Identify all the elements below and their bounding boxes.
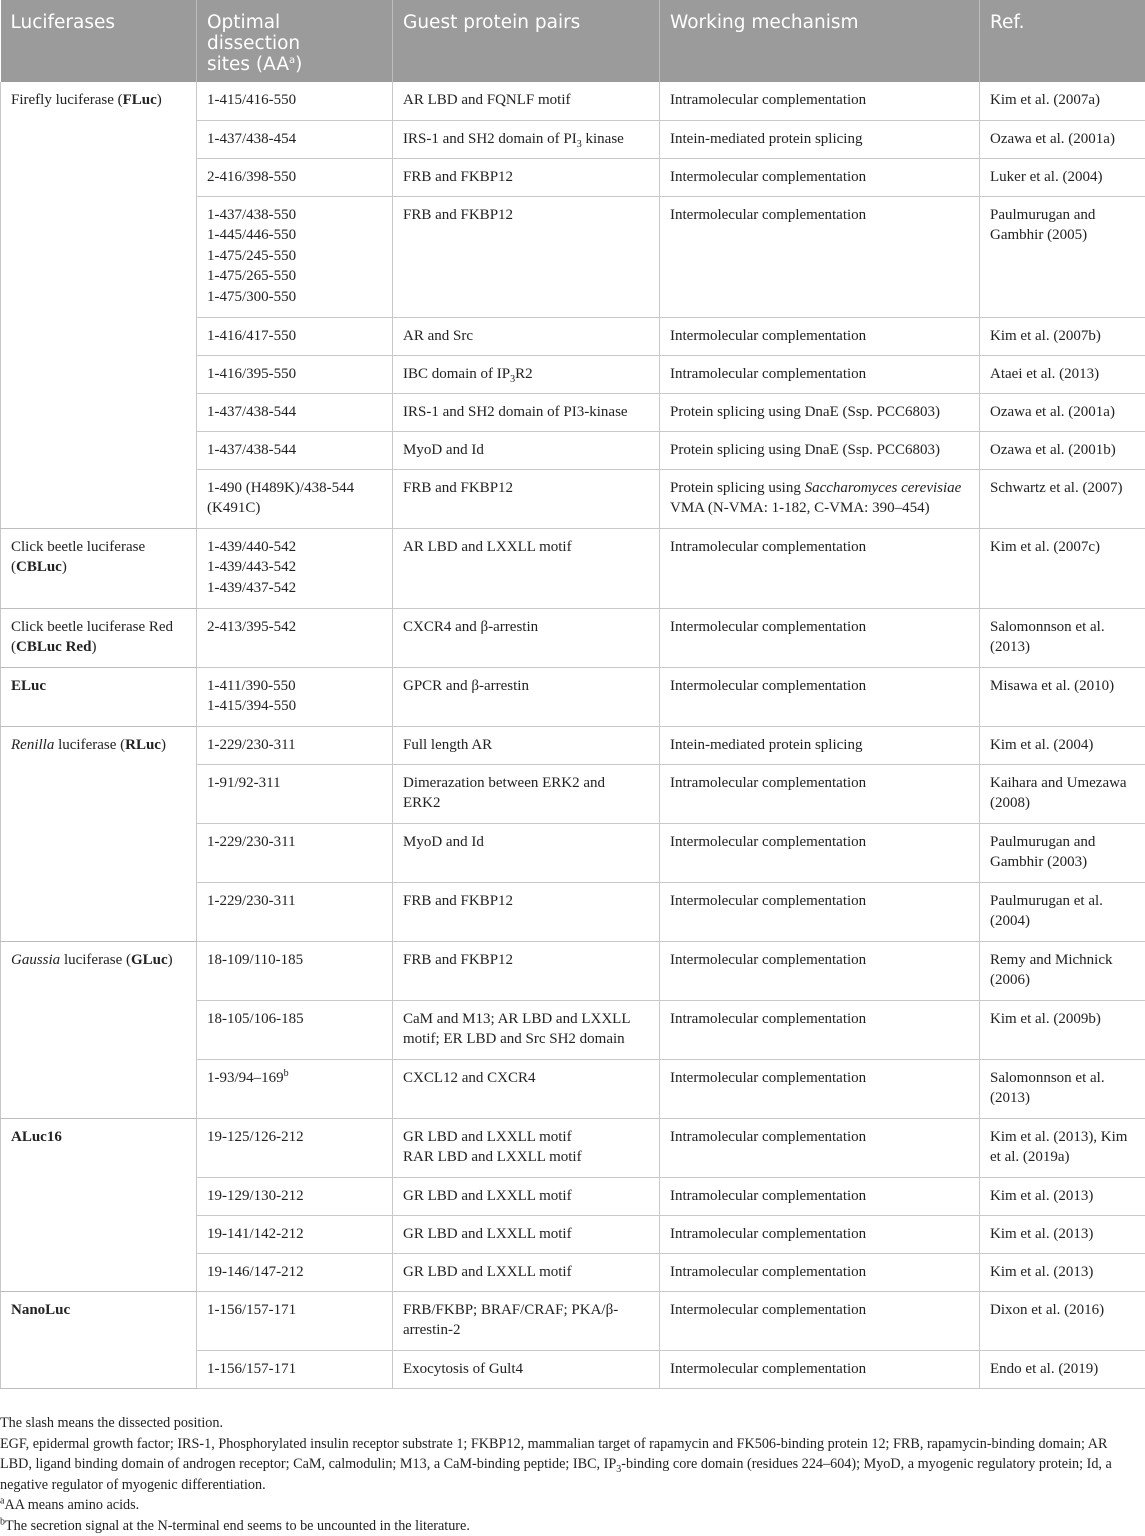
sites-cell: 1-439/440-542 1-439/443-542 1-439/437-542 — [197, 528, 393, 608]
ref-cell: Kim et al. (2013) — [980, 1253, 1145, 1291]
mechanism-cell: Intermolecular complementation — [660, 667, 980, 726]
luciferase-name: Gaussia luciferase (GLuc) — [1, 941, 197, 1118]
footnote-a: $^a$AA means amino acids. — [0, 1495, 140, 1513]
sites-cell: 19-129/130-212 — [197, 1177, 393, 1215]
ref-cell: Dixon et al. (2016) — [980, 1291, 1145, 1350]
pairs-cell: MyoD and Id — [393, 431, 660, 469]
sites-cell: 19-146/147-212 — [197, 1253, 393, 1291]
ref-cell: Misawa et al. (2010) — [980, 667, 1145, 726]
sites-cell: 1-490 (H489K)/438-544 (K491C) — [197, 469, 393, 528]
mechanism-cell: Intein-mediated protein splicing — [660, 726, 980, 764]
mechanism-cell: Intramolecular complementation — [660, 82, 980, 120]
ref-cell: Ozawa et al. (2001a) — [980, 393, 1145, 431]
table-row — [1, 82, 1145, 120]
sites-cell: 1-93/94–169$^b$ — [197, 1059, 393, 1118]
header-pairs: Guest protein pairs — [393, 0, 660, 82]
ref-cell: Salomonnson et al. (2013) — [980, 608, 1145, 667]
mechanism-cell: Intein-mediated protein splicing — [660, 120, 980, 158]
pairs-cell: Full length AR — [393, 726, 660, 764]
sites-cell: 1-229/230-311 — [197, 882, 393, 941]
sites-cell: 1-416/417-550 — [197, 317, 393, 355]
ref-cell: Kim et al. (2013) — [980, 1177, 1145, 1215]
ref-cell: Salomonnson et al. (2013) — [980, 1059, 1145, 1118]
pairs-cell: AR LBD and FQNLF motif — [393, 82, 660, 120]
mechanism-cell: Intramolecular complementation — [660, 1177, 980, 1215]
header-row — [1, 0, 1145, 82]
header-mechanism: Working mechanism — [660, 0, 980, 82]
pairs-cell: MyoD and Id — [393, 823, 660, 882]
ref-cell: Paulmurugan and Gambhir (2003) — [980, 823, 1145, 882]
ref-cell: Kim et al. (2013), Kim et al. (2019a) — [980, 1118, 1145, 1177]
sites-cell: 1-411/390-550 1-415/394-550 — [197, 667, 393, 726]
pairs-cell: GR LBD and LXXLL motif RAR LBD and LXXLL motif — [393, 1118, 660, 1177]
sites-cell: 19-125/126-212 — [197, 1118, 393, 1177]
pairs-cell: CXCR4 and β-arrestin — [393, 608, 660, 667]
mechanism-cell: Intermolecular complementation — [660, 608, 980, 667]
ref-cell: Ozawa et al. (2001b) — [980, 431, 1145, 469]
mechanism-cell: Intermolecular complementation — [660, 823, 980, 882]
header-ref: Ref. — [980, 0, 1145, 82]
mechanism-cell: Intramolecular complementation — [660, 528, 980, 608]
table-row — [1, 667, 1145, 726]
mechanism-cell: Intermolecular complementation — [660, 1350, 980, 1388]
mechanism-cell: Intramolecular complementation — [660, 1215, 980, 1253]
sites-cell: 1-415/416-550 — [197, 82, 393, 120]
sites-cell: 1-229/230-311 — [197, 823, 393, 882]
ref-cell: Kaihara and Umezawa (2008) — [980, 764, 1145, 823]
mechanism-cell: Protein splicing using DnaE (Ssp. PCC6803) — [660, 393, 980, 431]
table-footnotes — [0, 1413, 1135, 1536]
ref-cell: Kim et al. (2009b) — [980, 1000, 1145, 1059]
mechanism-cell: Intermolecular complementation — [660, 196, 980, 317]
pairs-cell: AR and Src — [393, 317, 660, 355]
table-row — [1, 1291, 1145, 1350]
mechanism-cell: Intramolecular complementation — [660, 1118, 980, 1177]
table-row — [1, 1118, 1145, 1177]
footnote-b: $^b$The secretion signal at the N-terminal end seems to be uncounted in the literature. — [0, 1515, 470, 1534]
mechanism-cell: Protein splicing using Saccharomyces cerevisiae VMA (N-VMA: 1-182, C-VMA: 390–454) — [660, 469, 980, 528]
sites-cell: 1-229/230-311 — [197, 726, 393, 764]
ref-cell: Kim et al. (2013) — [980, 1215, 1145, 1253]
pairs-cell: FRB and FKBP12 — [393, 941, 660, 1000]
luciferase-name: NanoLuc — [1, 1291, 197, 1388]
ref-cell: Luker et al. (2004) — [980, 158, 1145, 196]
pairs-cell: CXCL12 and CXCR4 — [393, 1059, 660, 1118]
pairs-cell: GR LBD and LXXLL motif — [393, 1253, 660, 1291]
table-row — [1, 726, 1145, 764]
ref-cell: Kim et al. (2007c) — [980, 528, 1145, 608]
pairs-cell: Dimerazation between ERK2 and ERK2 — [393, 764, 660, 823]
footnote-slash: The slash means the dissected position. — [0, 1415, 224, 1431]
luciferase-name: ELuc — [1, 667, 197, 726]
ref-cell: Remy and Michnick (2006) — [980, 941, 1145, 1000]
sites-cell: 1-156/157-171 — [197, 1291, 393, 1350]
ref-cell: Schwartz et al. (2007) — [980, 469, 1145, 528]
mechanism-cell: Intermolecular complementation — [660, 882, 980, 941]
pairs-cell: IRS-1 and SH2 domain of PI3-kinase — [393, 393, 660, 431]
ref-cell: Paulmurugan and Gambhir (2005) — [980, 196, 1145, 317]
sites-cell: 18-105/106-185 — [197, 1000, 393, 1059]
pairs-cell: FRB and FKBP12 — [393, 469, 660, 528]
sites-cell: 1-437/438-544 — [197, 393, 393, 431]
luciferase-name: Click beetle luciferase (CBLuc) — [1, 528, 197, 608]
table-row — [1, 608, 1145, 667]
mechanism-cell: Intramolecular complementation — [660, 1000, 980, 1059]
pairs-cell: GR LBD and LXXLL motif — [393, 1177, 660, 1215]
luciferase-name: Renilla luciferase (RLuc) — [1, 726, 197, 941]
sites-cell: 2-416/398-550 — [197, 158, 393, 196]
pairs-cell: AR LBD and LXXLL motif — [393, 528, 660, 608]
pairs-cell: FRB and FKBP12 — [393, 882, 660, 941]
header-sites: Optimal dissection sites $(AA^a)$ — [197, 0, 393, 82]
mechanism-cell: Intramolecular complementation — [660, 1253, 980, 1291]
pairs-cell: FRB and FKBP12 — [393, 196, 660, 317]
pairs-cell: FRB and FKBP12 — [393, 158, 660, 196]
mechanism-cell: Protein splicing using DnaE (Ssp. PCC6803) — [660, 431, 980, 469]
footnote-abbreviations: EGF, epidermal growth factor; IRS-1, Phosphorylated insulin receptor substrate 1; FKBP12, mammalian target of rapamycin and FK506-binding protein 12; FRB, rapamycin-binding domain; AR LBD, ligand binding domain of androgen receptor; CaM, calmodulin; M13, a CaM-binding peptide; IBC, $IP_3$-binding core domain (residues 224–604); MyoD, a myogenic regulatory protein; Id, a negative regulator of myogenic differentiation. — [0, 1435, 1112, 1493]
sites-cell: 1-156/157-171 — [197, 1350, 393, 1388]
luciferase-name: Firefly luciferase (FLuc) — [1, 82, 197, 528]
pairs-cell: Exocytosis of Gult4 — [393, 1350, 660, 1388]
sites-cell: 1-437/438-544 — [197, 431, 393, 469]
mechanism-cell: Intramolecular complementation — [660, 355, 980, 393]
sites-cell: 1-416/395-550 — [197, 355, 393, 393]
sites-cell: 1-437/438-550 1-445/446-550 1-475/245-550 1-475/265-550 1-475/300-550 — [197, 196, 393, 317]
mechanism-cell: Intermolecular complementation — [660, 158, 980, 196]
ref-cell: Ataei et al. (2013) — [980, 355, 1145, 393]
ref-cell: Paulmurugan et al. (2004) — [980, 882, 1145, 941]
mechanism-cell: Intramolecular complementation — [660, 764, 980, 823]
sites-cell: 19-141/142-212 — [197, 1215, 393, 1253]
ref-cell: Endo et al. (2019) — [980, 1350, 1145, 1388]
mechanism-cell: Intermolecular complementation — [660, 317, 980, 355]
sites-cell: 1-91/92-311 — [197, 764, 393, 823]
sites-cell: 1-437/438-454 — [197, 120, 393, 158]
ref-cell: Kim et al. (2007b) — [980, 317, 1145, 355]
ref-cell: Ozawa et al. (2001a) — [980, 120, 1145, 158]
mechanism-cell: Intermolecular complementation — [660, 1291, 980, 1350]
pairs-cell: IRS-1 and SH2 domain of $PI_3$ kinase — [393, 120, 660, 158]
pairs-cell: IBC domain of $IP_3R2$ — [393, 355, 660, 393]
sites-cell: 2-413/395-542 — [197, 608, 393, 667]
luciferase-name: Click beetle luciferase Red (CBLuc Red) — [1, 608, 197, 667]
sites-cell: 18-109/110-185 — [197, 941, 393, 1000]
header-luciferases: Luciferases — [1, 0, 197, 82]
pairs-cell: CaM and M13; AR LBD and LXXLL motif; ER LBD and Src SH2 domain — [393, 1000, 660, 1059]
pairs-cell: GR LBD and LXXLL motif — [393, 1215, 660, 1253]
table-row — [1, 941, 1145, 1000]
mechanism-cell: Intermolecular complementation — [660, 941, 980, 1000]
ref-cell: Kim et al. (2004) — [980, 726, 1145, 764]
pairs-cell: FRB/FKBP; BRAF/CRAF; PKA/β- arrestin-2 — [393, 1291, 660, 1350]
luciferase-name: ALuc16 — [1, 1118, 197, 1291]
pairs-cell: GPCR and β-arrestin — [393, 667, 660, 726]
ref-cell: Kim et al. (2007a) — [980, 82, 1145, 120]
mechanism-cell: Intermolecular complementation — [660, 1059, 980, 1118]
table-row — [1, 528, 1145, 608]
